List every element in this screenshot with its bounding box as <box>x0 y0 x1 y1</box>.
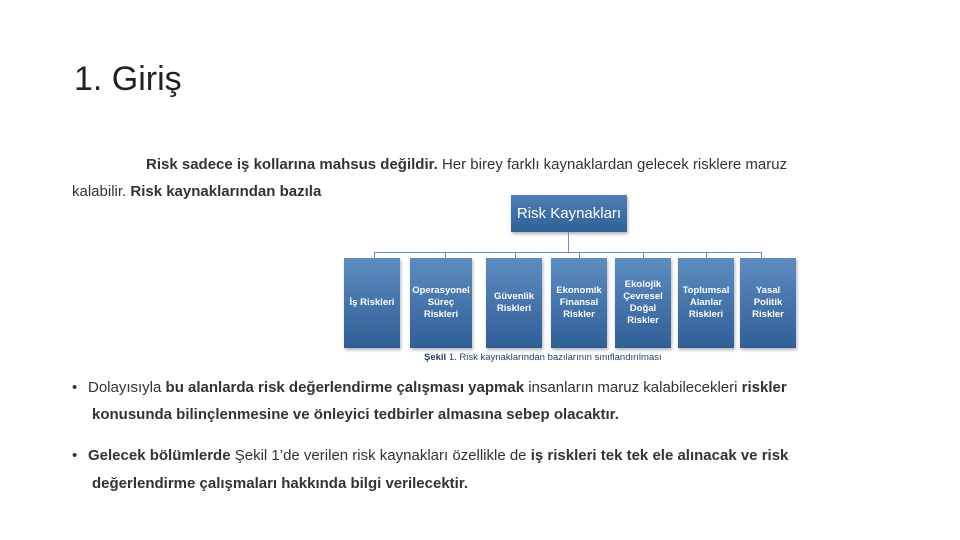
diagram-node-ekonomik: Ekonomik Finansal Riskler <box>551 258 607 348</box>
bullet-2-text-b: Şekil 1’de verilen risk kaynakları özellikle de <box>230 447 531 464</box>
intro-bold-2: Risk kaynaklarından bazıla <box>130 183 322 200</box>
bullet-1-text-a: Dolayısıyla <box>88 379 166 396</box>
diagram-node-is-riskleri: İş Riskleri <box>344 258 400 348</box>
intro-text-1: Her birey farklı kaynaklardan gelecek risklere maruz <box>437 156 788 173</box>
diagram-node-guvenlik: Güvenlik Riskleri <box>486 258 542 348</box>
caption-text: 1. Risk kaynaklarından bazılarının sınıflandırılması <box>448 352 662 363</box>
diagram-node-yasal: Yasal Politik Riskler <box>740 258 796 348</box>
diagram-node-operasyonel: Operasyonel Süreç Riskleri <box>410 258 472 348</box>
bullet-dot: • <box>72 447 78 464</box>
bullet-1-bold-d: riskler <box>741 379 787 396</box>
slide-title: 1. Giriş <box>74 60 182 98</box>
diagram-connector-vertical <box>568 232 569 252</box>
diagram-caption <box>424 352 662 363</box>
diagram-node-ekolojik: Ekolojik Çevresel Doğal Riskler <box>615 258 671 348</box>
intro-bold-1: Risk sadece iş kollarına mahsus değildir. <box>146 156 438 173</box>
intro-line-2 <box>72 183 321 201</box>
caption-label: Şekil <box>424 352 447 363</box>
diagram-root-node: Risk Kaynakları <box>511 195 627 232</box>
bullet-1-bold-b: bu alanlarda risk değerlendirme çalışması yapmak <box>165 379 525 396</box>
bullet-dot: • <box>72 379 78 396</box>
bullet-2-bold-a: Gelecek bölümlerde <box>88 447 231 464</box>
bullet-1-text-c: insanların maruz kalabilecekleri <box>524 379 742 396</box>
bullet-2-bold-c: iş riskleri tek tek ele alınacak ve risk <box>530 447 789 464</box>
diagram-connector-horizontal <box>374 252 761 253</box>
intro-text-2: kalabilir. <box>72 183 131 200</box>
risk-sources-diagram <box>338 188 800 370</box>
diagram-node-toplumsal: Toplumsal Alanlar Riskleri <box>678 258 734 348</box>
bullet-1-line-2: konusunda bilinçlenmesine ve önleyici tedbirler almasına sebep olacaktır. <box>92 406 619 423</box>
bullet-2-line-2: değerlendirme çalışmaları hakkında bilgi verilecektir. <box>92 475 469 492</box>
bullet-2-line-1 <box>72 447 788 465</box>
bullet-1-line-1 <box>72 379 787 397</box>
intro-line-1 <box>146 156 787 174</box>
